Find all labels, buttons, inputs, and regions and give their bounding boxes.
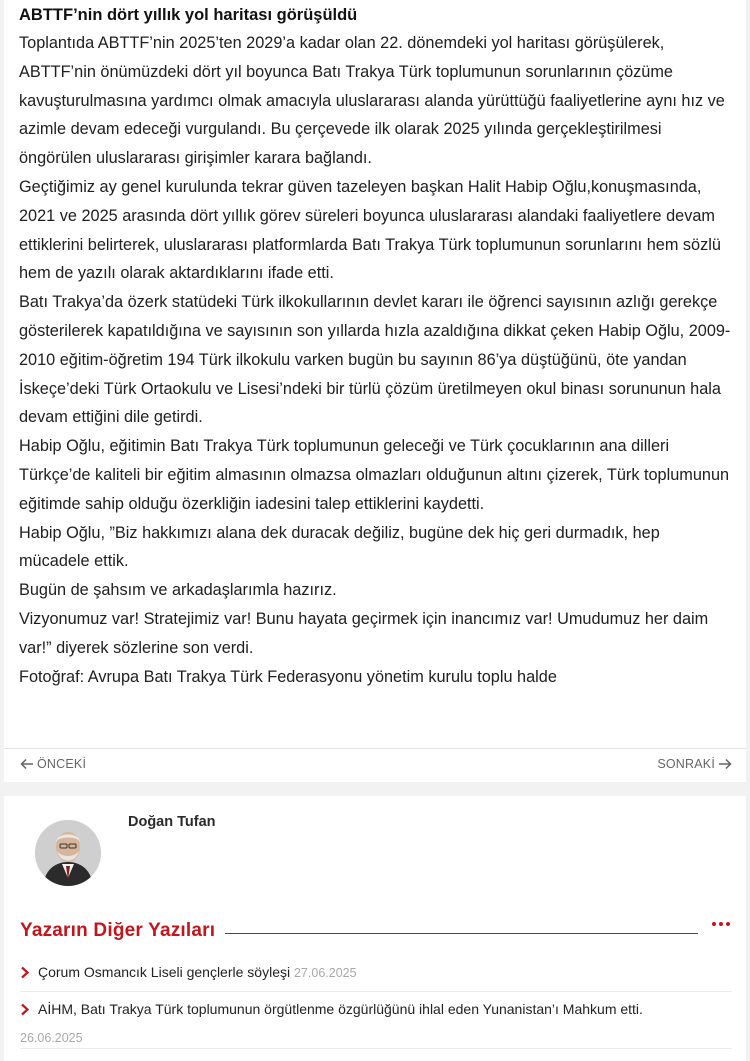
photo-caption: Fotoğraf: Avrupa Batı Trakya Türk Federasyonu yönetim kurulu toplu halde bbox=[19, 667, 557, 686]
other-post-date: 27.06.2025 bbox=[293, 966, 357, 980]
article-pager bbox=[4, 748, 746, 778]
other-posts-title: Yazarın Diğer Yazıları bbox=[20, 920, 216, 941]
article-heading: ABTTF’nin dört yıllık yol haritası görüşüldü bbox=[19, 6, 358, 24]
other-post-date: 26.06.2025 bbox=[20, 1031, 83, 1045]
article-paragraph: Batı Trakya’da özerk statüdeki Türk ilkokullarının devlet kararı ile öğrenci sayısının azlığı gerekçe gösterilerek kapatıldığına ve sayısının son yıllarda hızla azaldığına dikkat çeken Habip Oğlu, 2009-2010 eğitim-öğretim 194 Türk ilkokulu varken bugün bu sayının 86’ya düştüğünü, öte yandan İskeçe’deki Türk Ortaokulu ve Lisesi’ndeki bir türlü çözüm üretilmeyen okul binası sorununun hala devam ettiğini dile getirdi. bbox=[19, 293, 731, 427]
article-paragraph: Vizyonumuz var! Stratejimiz var! Bunu hayata geçirmek için inancımız var! Umudumuz her daim var!” diyerek sözlerine son verdi. bbox=[19, 609, 709, 657]
other-post-item[interactable] bbox=[20, 996, 732, 1051]
author-name[interactable]: Doğan Tufan bbox=[128, 814, 216, 830]
more-dots-icon[interactable] bbox=[712, 922, 730, 926]
article-paragraph: Toplantıda ABTTF’nin 2025’ten 2029’a kadar olan 22. dönemdeki yol haritası görüşülerek, ABTTF’nin önümüzdeki dört yıl boyunca Batı Trakya Türk toplumunun sorunlarının çözüme kavuşturulmasına yardımcı olmak amacıyla uluslararası alanda yürüttüğü faaliyetlerine aynı hız ve azimle devam edeceği vurgulandı. Bu çerçevede ilk olarak 2025 yılında gerçekleştirilmesi öngörülen uluslararası girişimler karara bağlandı. bbox=[19, 34, 725, 168]
author-avatar[interactable] bbox=[35, 820, 101, 886]
other-post-item[interactable] bbox=[20, 959, 732, 987]
previous-article-link[interactable] bbox=[20, 757, 86, 771]
arrow-right-icon bbox=[718, 758, 732, 770]
author-card bbox=[4, 796, 746, 1061]
section-divider bbox=[225, 933, 698, 934]
article-body bbox=[4, 0, 746, 691]
article-paragraph: Habip Oğlu, ”Biz hakkımızı alana dek duracak değiliz, bugüne dek hiç geri durmadık, hep mücadele ettik. bbox=[19, 523, 660, 571]
item-divider bbox=[20, 1048, 732, 1049]
arrow-left-icon bbox=[20, 758, 34, 770]
next-article-link[interactable] bbox=[657, 757, 732, 771]
item-divider bbox=[20, 991, 732, 992]
other-post-title[interactable]: Çorum Osmancık Liseli gençlerle söyleşi bbox=[38, 964, 291, 980]
article-paragraph: Habip Oğlu, eğitimin Batı Trakya Türk toplumunun geleceği ve Türk çocuklarının ana dilleri Türkçe’de kaliteli bir eğitim almasının olmazsa olmazları olduğunun altını çizerek, Türk toplumunun eğitimde sahip olduğu özerkliğin iadesini talep ettiklerini kaydetti. bbox=[19, 437, 730, 513]
other-post-title[interactable]: AİHM, Batı Trakya Türk toplumunun örgütlenme özgürlüğünü ihlal eden Yunanistan’ı Mahkum etti. bbox=[38, 1001, 643, 1017]
article-paragraph: Bugün de şahsım ve arkadaşlarımla hazırız. bbox=[19, 581, 337, 600]
article-card bbox=[4, 0, 746, 782]
next-label: SONRAKİ bbox=[657, 756, 715, 771]
previous-label: ÖNCEKİ bbox=[37, 756, 87, 771]
article-paragraph: Geçtiğimiz ay genel kurulunda tekrar güven tazeleyen başkan Halit Habip Oğlu,konuşmasında, 2021 ve 2025 arasında dört yıllık görev süreleri boyunca uluslararası alandaki faaliyetlere devam ettiklerini belirterek, uluslararası platformlarda Batı Trakya Türk toplumunun sorunlarını hem sözlü hem de yazılı olarak aktardıklarını ifade etti. bbox=[19, 177, 721, 283]
chevron-right-icon bbox=[20, 998, 34, 1024]
chevron-right-icon bbox=[20, 961, 34, 987]
